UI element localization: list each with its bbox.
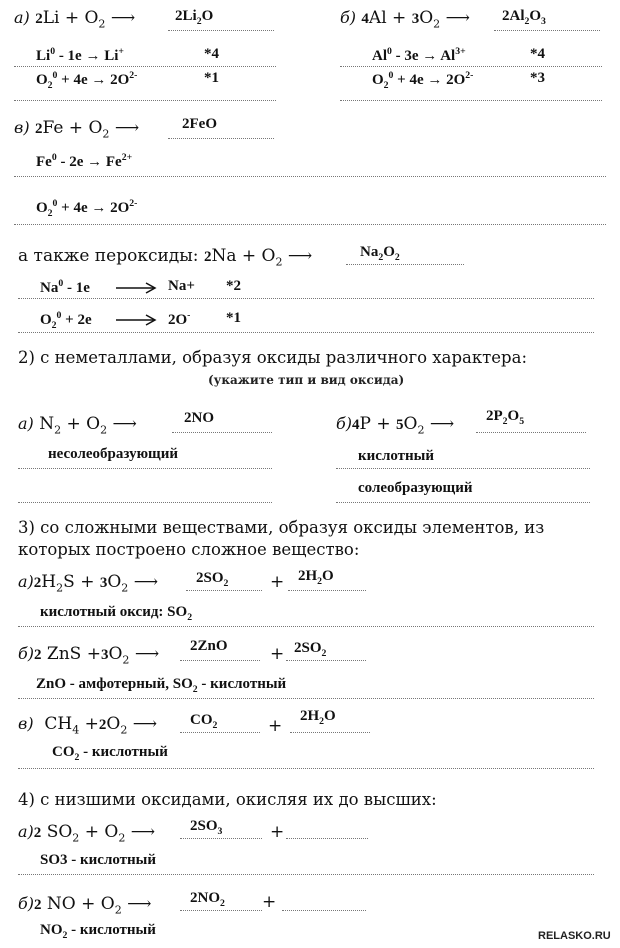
eq-4a: а)2 $SO_2 + O_2$ ⟶ [18,822,156,845]
eq-3b: б)2 ZnS $+3O_2$ ⟶ [18,644,160,667]
product-3c-2: $2H_2O$ [300,708,336,727]
eq-peroxides: а также пероксиды: $2Na + O_2$ ⟶ [18,246,313,269]
type-2b-1: кислотный [358,448,435,464]
product-3a-1: $2SO_2$ [196,570,229,589]
half-reaction-per-1: Na$^0$ - 1e [40,278,90,296]
note-4b: $NO_2$ - кислотный [40,922,156,941]
eq-4b: б)2 NO + $O_2$ ⟶ [18,894,152,917]
subheading-section-2: (укажите тип и вид оксида) [208,373,405,387]
product-2a: 2NO [184,410,214,426]
product-3b-1: 2ZnO [190,638,228,654]
heading-section-3-l1: 3) со сложными веществами, образуя оксиды элементов, из [18,518,545,537]
plus-3c: + [268,716,283,736]
product-2b: $2P_2O_5$ [486,408,525,427]
multiplier-1b-2: *3 [530,70,545,86]
product-4a: $2SO_3$ [190,818,223,837]
half-reaction-1a-2: $O_2^0 + 4e \to 2O^{2-}$ [36,70,138,91]
watermark: RELASKO.RU [538,930,611,942]
product-4b: $2NO_2$ [190,890,225,909]
note-3a: кислотный оксид: $SO_2$ [40,604,193,623]
product-1b: $2Al_2O_3$ [502,8,546,27]
arrow-1a: ⟶ [110,8,136,28]
plus-3b: + [270,644,285,664]
coef-1a: 2 [35,11,43,27]
half-reaction-1a-1: Li$^0$ - 1e → Li+ [36,46,124,64]
multiplier-per-2: *1 [226,310,241,326]
eq-3c: в) $CH_4 +2O_2$ ⟶ [18,714,158,737]
product-3b-2: $2SO_2$ [294,640,327,659]
eq-3a: $а)2H_2S + 3O_2$ ⟶ [18,572,159,595]
type-2b-2: солеобразующий [358,480,473,496]
product-1a: $2Li_2O$ [175,8,214,27]
target-per-1: Na+ [168,278,195,294]
reactants-1a: Li + O [42,8,99,28]
heading-section-3-l2: которых построено сложное вещество: [18,540,360,559]
eq-1a [14,8,135,30]
plus-3a: + [270,572,285,592]
half-reaction-per-2: $O_2^0 + 2e$ [40,310,92,331]
multiplier-1a-1: *4 [204,46,219,62]
product-3c-1: $CO_2$ [190,712,218,731]
heading-section-4: 4) с низшими оксидами, окисляя их до высших: [18,790,437,809]
product-3a-2: $2H_2O$ [298,568,334,587]
arrow-icon [116,314,158,326]
eq-1b: б) $4Al + 3O_2$ ⟶ [340,8,470,31]
heading-section-2: 2) с неметаллами, образуя оксиды различного характера: [18,348,528,367]
half-reaction-1b-2: $O_2^0 + 4e \to 2O^{2-}$ [372,70,474,91]
label-1a: а) [14,8,30,27]
half-reaction-1c-2: $O_2^0 + 4e \to 2O^{2-}$ [36,198,138,219]
eq-1c: в) $2Fe + O_2$ ⟶ [14,118,140,141]
half-reaction-1c-1: $Fe^0 - 2e \to Fe^{2+}$ [36,152,133,170]
o2-sub-1a: 2 [98,17,106,31]
note-4a: SO3 - кислотный [40,852,157,868]
note-3b: ZnO - амфотерный, $SO_2$ - кислотный [36,676,287,695]
eq-2a: а) $N_2 + O_2$ ⟶ [18,414,137,437]
eq-2b: $б)4P + 5O_2$ ⟶ [336,414,455,437]
product-1c: 2FeO [182,116,217,132]
target-per-2: 2O- [168,310,191,328]
note-3c: $CO_2$ - кислотный [52,744,168,763]
multiplier-per-1: *2 [226,278,241,294]
plus-4b: + [262,892,277,912]
half-reaction-1b-1: $Al^0 - 3e \to Al^{3+}$ [372,46,466,64]
multiplier-1b-1: *4 [530,46,545,62]
plus-4a: + [270,822,285,842]
multiplier-1a-2: *1 [204,70,219,86]
type-2a: несолеобразующий [48,446,178,462]
arrow-icon [116,282,158,294]
product-peroxides: $Na_2O_2$ [360,244,400,263]
